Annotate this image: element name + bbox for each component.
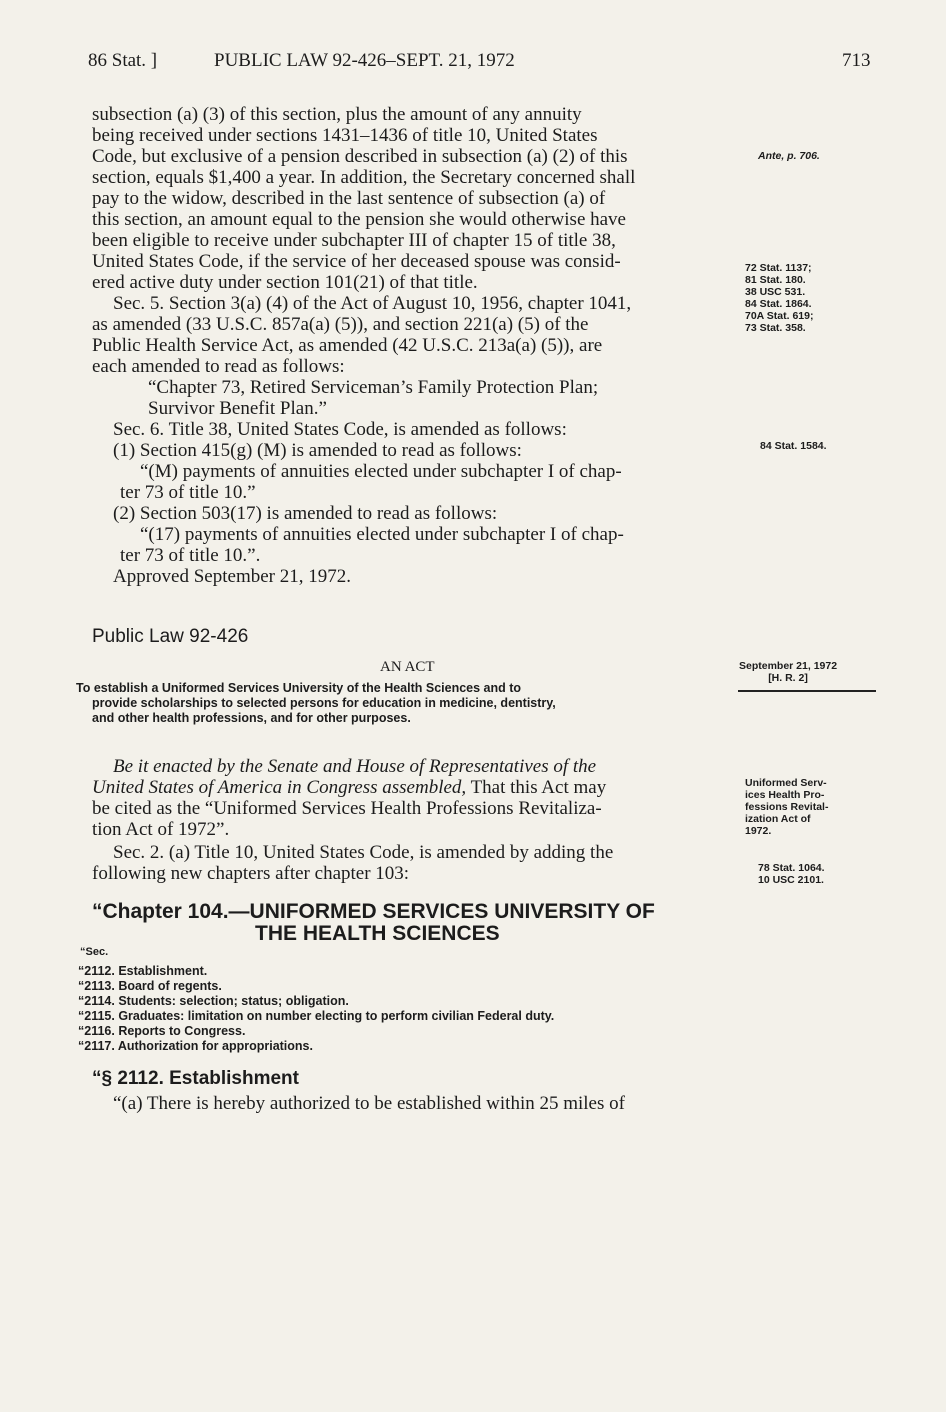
text-line: United States Code, if the service of her deceased spouse was consid-: [92, 251, 621, 272]
margin-note-short-title: Uniformed Serv- ices Health Pro- fessions Revital- ization Act of 1972.: [745, 777, 829, 837]
text-segment: That this Act may: [466, 777, 607, 798]
text-line: this section, an amount equal to the pension she would otherwise have: [92, 209, 626, 230]
margin-note-statutes: 72 Stat. 1137; 81 Stat. 180. 38 USC 531. 84 Stat. 1864. 70A Stat. 619; 73 Stat. 358.: [745, 262, 814, 334]
running-head-title: PUBLIC LAW 92-426–SEPT. 21, 1972: [214, 50, 515, 71]
quoted-line: “Chapter 73, Retired Serviceman’s Family Protection Plan;: [148, 377, 599, 398]
an-act-label: AN ACT: [380, 659, 435, 675]
text-line: Be it enacted by the Senate and House of Representatives of the: [113, 756, 597, 777]
toc-item: “2116. Reports to Congress.: [78, 1024, 246, 1038]
text-line: ter 73 of title 10.”.: [120, 545, 261, 566]
text-line: been eligible to receive under subchapter III of chapter 15 of title 38,: [92, 230, 616, 251]
approval-line: Approved September 21, 1972.: [113, 566, 351, 587]
toc-item: “2112. Establishment.: [78, 964, 208, 978]
text-line: “(a) There is hereby authorized to be established within 25 miles of: [113, 1093, 625, 1114]
text-line: [92, 777, 606, 798]
text-line: being received under sections 1431–1436 of title 10, United States: [92, 125, 598, 146]
text-segment: United States of America in Congress assembled,: [92, 777, 467, 798]
text-line: be cited as the “Uniformed Services Health Professions Revitaliza-: [92, 798, 602, 819]
chapter-heading-line-1: “Chapter 104.—UNIFORMED SERVICES UNIVERSITY OF: [92, 900, 655, 923]
toc-item: “2117. Authorization for appropriations.: [78, 1039, 313, 1053]
text-line: following new chapters after chapter 103:: [92, 863, 410, 884]
toc-item: “2113. Board of regents.: [78, 979, 222, 993]
text-line: section, equals $1,400 a year. In addition, the Secretary concerned shall: [92, 167, 636, 188]
margin-note-stat-1064: 78 Stat. 1064. 10 USC 2101.: [758, 862, 825, 886]
text-line: ter 73 of title 10.”: [120, 482, 256, 503]
toc-item: “2115. Graduates: limitation on number electing to perform civilian Federal duty.: [78, 1009, 555, 1023]
toc-label: “Sec.: [80, 946, 109, 958]
text-line: ered active duty under section 101(21) of that title.: [92, 272, 478, 293]
margin-rule: [738, 690, 876, 692]
quoted-line: Survivor Benefit Plan.”: [148, 398, 327, 419]
text-line: provide scholarships to selected persons for education in medicine, dentistry,: [92, 696, 556, 710]
chapter-heading-line-2: THE HEALTH SCIENCES: [255, 922, 500, 945]
section-heading: “§ 2112. Establishment: [92, 1068, 299, 1089]
text-line: as amended (33 U.S.C. 857a(a) (5)), and section 221(a) (5) of the: [92, 314, 589, 335]
text-line: and other health professions, and for other purposes.: [92, 711, 411, 725]
text-line: Code, but exclusive of a pension described in subsection (a) (2) of this: [92, 146, 628, 167]
text-line: (2) Section 503(17) is amended to read as follows:: [113, 503, 498, 524]
running-head-left: 86 Stat. ]: [88, 50, 158, 71]
margin-note-stat-1584: 84 Stat. 1584.: [760, 440, 827, 452]
text-line: tion Act of 1972”.: [92, 819, 230, 840]
public-law-number: Public Law 92-426: [92, 626, 249, 647]
text-line: each amended to read as follows:: [92, 356, 345, 377]
text-line: Public Health Service Act, as amended (42 U.S.C. 213a(a) (5)), are: [92, 335, 603, 356]
text-line: Sec. 5. Section 3(a) (4) of the Act of August 10, 1956, chapter 1041,: [113, 293, 632, 314]
margin-note-ante: Ante, p. 706.: [758, 150, 820, 162]
text-line: “(17) payments of annuities elected under subchapter I of chap-: [140, 524, 624, 545]
margin-note-date: September 21, 1972 [H. R. 2]: [739, 660, 838, 684]
toc-item: “2114. Students: selection; status; obligation.: [78, 994, 349, 1008]
text-line: Sec. 6. Title 38, United States Code, is amended as follows:: [113, 419, 567, 440]
text-line: Sec. 2. (a) Title 10, United States Code, is amended by adding the: [113, 842, 614, 863]
text-line: subsection (a) (3) of this section, plus the amount of any annuity: [92, 104, 582, 125]
page-number: 713: [842, 50, 871, 71]
text-line: “(M) payments of annuities elected under subchapter I of chap-: [140, 461, 622, 482]
text-line: To establish a Uniformed Services University of the Health Sciences and to: [76, 681, 522, 695]
text-line: (1) Section 415(g) (M) is amended to read as follows:: [113, 440, 522, 461]
text-line: pay to the widow, described in the last sentence of subsection (a) of: [92, 188, 606, 209]
